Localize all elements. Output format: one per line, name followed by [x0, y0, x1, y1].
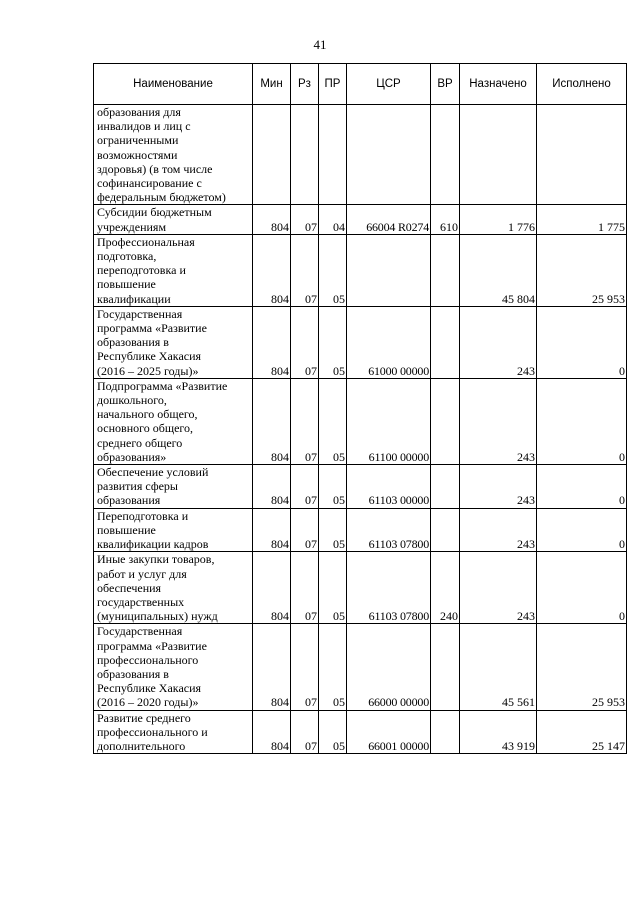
budget-table — [93, 63, 627, 754]
cell-vr — [431, 234, 460, 306]
cell-csr: 61103 07800 — [347, 552, 431, 624]
cell-min: 804 — [253, 710, 291, 754]
cell-vr — [431, 710, 460, 754]
cell-rz: 07 — [291, 465, 319, 509]
cell-assigned: 43 919 — [460, 710, 537, 754]
cell-assigned — [460, 105, 537, 205]
cell-assigned: 1 776 — [460, 205, 537, 234]
cell-rz: 07 — [291, 234, 319, 306]
cell-vr — [431, 465, 460, 509]
table-header-row — [94, 64, 627, 105]
cell-csr: 66004 R0274 — [347, 205, 431, 234]
cell-min: 804 — [253, 624, 291, 710]
cell-name: Подпрограмма «Развитие дошкольного, начального общего, основного общего, среднего общего образования» — [94, 378, 253, 464]
cell-assigned: 45 561 — [460, 624, 537, 710]
cell-name: Государственная программа «Развитие образования в Республике Хакасия (2016 – 2025 годы)» — [94, 306, 253, 378]
cell-name: Переподготовка и повышение квалификации кадров — [94, 508, 253, 552]
cell-vr: 610 — [431, 205, 460, 234]
cell-executed: 0 — [537, 378, 627, 464]
cell-executed: 0 — [537, 508, 627, 552]
cell-name: Субсидии бюджетным учреждениям — [94, 205, 253, 234]
cell-rz: 07 — [291, 205, 319, 234]
cell-min — [253, 105, 291, 205]
table-row — [94, 465, 627, 509]
table-row — [94, 234, 627, 306]
cell-executed: 25 953 — [537, 234, 627, 306]
cell-min: 804 — [253, 306, 291, 378]
cell-name: Развитие среднего профессионального и дополнительного — [94, 710, 253, 754]
table-row — [94, 508, 627, 552]
cell-vr: 240 — [431, 552, 460, 624]
table-row — [94, 624, 627, 710]
cell-min: 804 — [253, 465, 291, 509]
cell-min: 804 — [253, 378, 291, 464]
table-row — [94, 105, 627, 205]
table-row — [94, 306, 627, 378]
header-assigned: Назначено — [460, 64, 537, 105]
cell-executed: 25 147 — [537, 710, 627, 754]
cell-csr: 61000 00000 — [347, 306, 431, 378]
table-row — [94, 205, 627, 234]
cell-rz: 07 — [291, 378, 319, 464]
cell-vr — [431, 624, 460, 710]
header-pr: ПР — [319, 64, 347, 105]
header-min: Мин — [253, 64, 291, 105]
cell-pr: 05 — [319, 378, 347, 464]
cell-pr — [319, 105, 347, 205]
cell-name: Иные закупки товаров, работ и услуг для обеспечения государственных (муниципальных) нужд — [94, 552, 253, 624]
cell-name: Профессиональная подготовка, переподготовка и повышение квалификации — [94, 234, 253, 306]
cell-pr: 05 — [319, 306, 347, 378]
cell-min: 804 — [253, 508, 291, 552]
cell-pr: 04 — [319, 205, 347, 234]
cell-assigned: 243 — [460, 508, 537, 552]
table-row — [94, 378, 627, 464]
cell-vr — [431, 378, 460, 464]
cell-executed: 25 953 — [537, 624, 627, 710]
header-vr: ВР — [431, 64, 460, 105]
cell-pr: 05 — [319, 508, 347, 552]
cell-csr: 66000 00000 — [347, 624, 431, 710]
cell-executed: 1 775 — [537, 205, 627, 234]
cell-rz — [291, 105, 319, 205]
cell-vr — [431, 508, 460, 552]
cell-pr: 05 — [319, 234, 347, 306]
cell-name: Государственная программа «Развитие профессионального образования в Республике Хакасия (2016 – 2020 годы)» — [94, 624, 253, 710]
cell-assigned: 45 804 — [460, 234, 537, 306]
cell-name: образования для инвалидов и лиц с ограниченными возможностями здоровья) (в том числе софинансирование с федеральным бюджетом) — [94, 105, 253, 205]
cell-executed: 0 — [537, 306, 627, 378]
cell-pr: 05 — [319, 552, 347, 624]
cell-executed: 0 — [537, 465, 627, 509]
cell-rz: 07 — [291, 624, 319, 710]
cell-vr — [431, 105, 460, 205]
table-body — [94, 105, 627, 754]
cell-csr: 61103 00000 — [347, 465, 431, 509]
header-csr: ЦСР — [347, 64, 431, 105]
cell-min: 804 — [253, 552, 291, 624]
cell-assigned: 243 — [460, 465, 537, 509]
cell-pr: 05 — [319, 465, 347, 509]
cell-rz: 07 — [291, 508, 319, 552]
cell-pr: 05 — [319, 624, 347, 710]
table-row — [94, 552, 627, 624]
cell-name: Обеспечение условий развития сферы образования — [94, 465, 253, 509]
cell-executed — [537, 105, 627, 205]
cell-min: 804 — [253, 234, 291, 306]
cell-assigned: 243 — [460, 552, 537, 624]
cell-rz: 07 — [291, 710, 319, 754]
cell-assigned: 243 — [460, 306, 537, 378]
cell-rz: 07 — [291, 552, 319, 624]
cell-csr — [347, 105, 431, 205]
cell-executed: 0 — [537, 552, 627, 624]
cell-csr — [347, 234, 431, 306]
cell-rz: 07 — [291, 306, 319, 378]
cell-csr: 61103 07800 — [347, 508, 431, 552]
page-number: 41 — [313, 37, 327, 52]
cell-csr: 66001 00000 — [347, 710, 431, 754]
header-executed: Исполнено — [537, 64, 627, 105]
cell-csr: 61100 00000 — [347, 378, 431, 464]
cell-pr: 05 — [319, 710, 347, 754]
cell-vr — [431, 306, 460, 378]
cell-assigned: 243 — [460, 378, 537, 464]
header-rz: Рз — [291, 64, 319, 105]
table-row — [94, 710, 627, 754]
header-name: Наименование — [94, 64, 253, 105]
cell-min: 804 — [253, 205, 291, 234]
